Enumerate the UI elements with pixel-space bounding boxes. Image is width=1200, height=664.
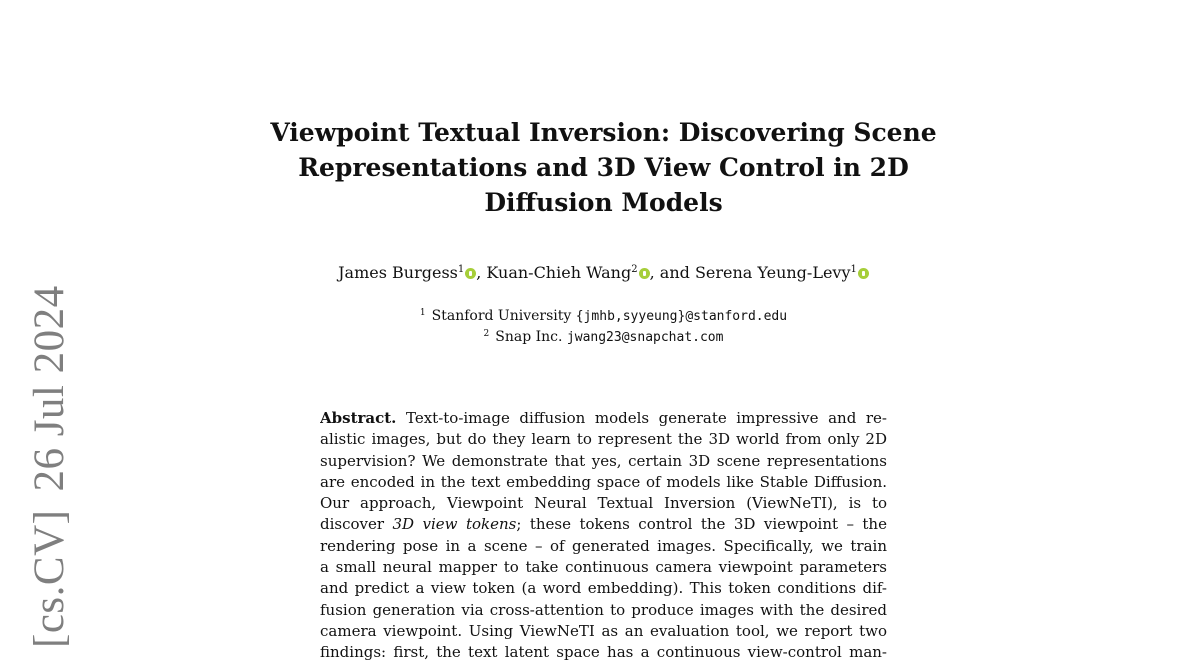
affiliation-number: 1 — [419, 308, 426, 318]
abstract-heading: Abstract. — [320, 409, 397, 427]
affiliation-marker: 1 — [850, 264, 857, 275]
orcid-icon[interactable] — [465, 268, 476, 279]
abstract-text: ; these tokens control the 3D viewpoint – the — [516, 515, 887, 534]
abstract-line: a small neural mapper to take continuous camera viewpoint parameters — [320, 558, 887, 577]
orcid-icon[interactable] — [858, 268, 869, 279]
affiliation-org: Stanford University — [431, 308, 572, 324]
paper-title — [240, 115, 967, 220]
orcid-icon[interactable] — [639, 268, 650, 279]
abstract-line: rendering pose in a scene – of generated images. Specifically, we train — [320, 536, 887, 555]
affiliation-marker: 1 — [457, 264, 465, 275]
abstract-text: Text-to-image diffusion models generate impressive and re- — [405, 409, 887, 427]
abstract-line — [320, 514, 887, 535]
affiliation-line — [240, 327, 967, 348]
author-list — [240, 262, 967, 284]
author-name: Kuan-Chieh Wang — [486, 263, 632, 282]
abstract-line: Our approach, Viewpoint Neural Textual Inversion (ViewNeTI), is to — [320, 494, 887, 513]
affiliation-email[interactable]: jwang23@snapchat.com — [566, 330, 724, 345]
abstract-text: discover — [320, 515, 385, 534]
affiliation-email[interactable]: {jmhb,syyeung}@stanford.edu — [575, 309, 788, 324]
abstract-line: supervision? We demonstrate that yes, certain 3D scene representations — [320, 451, 887, 470]
affiliation-number: 2 — [483, 329, 490, 339]
author-separator: , — [476, 263, 487, 282]
abstract-line: fusion generation via cross-attention to produce images with the desired — [320, 600, 887, 619]
abstract-line — [320, 408, 887, 429]
title-line: Representations and 3D View Control in 2D — [298, 153, 909, 182]
abstract-line: alistic images, but do they learn to represent the 3D world from only 2D — [320, 430, 887, 449]
affiliation-line — [240, 306, 967, 327]
title-line: Viewpoint Textual Inversion: Discovering Scene — [270, 118, 937, 147]
arxiv-category: [cs.CV] — [26, 509, 73, 648]
abstract-line: findings: first, the text latent space has a continuous view-control man- — [320, 643, 887, 662]
abstract-line: camera viewpoint. Using ViewNeTI as an evaluation tool, we report two — [320, 621, 887, 640]
author-name: Serena Yeung-Levy — [694, 263, 851, 282]
arxiv-sidebar-stamp — [25, 285, 74, 648]
title-line: Diffusion Models — [484, 188, 723, 217]
affiliation-list — [240, 306, 967, 348]
affiliation-marker: 2 — [631, 264, 638, 275]
author-name: James Burgess — [338, 263, 458, 282]
abstract-emphasis: 3D view tokens — [392, 515, 517, 534]
abstract-line: and predict a view token (a word embedding). This token conditions dif- — [320, 579, 887, 598]
arxiv-date: 26 Jul 2024 — [26, 285, 73, 492]
affiliation-org: Snap Inc. — [495, 329, 563, 345]
abstract — [320, 408, 887, 664]
abstract-line: are encoded in the text embedding space of models like Stable Diffusion. — [320, 472, 887, 491]
author-separator: , and — [649, 263, 695, 282]
